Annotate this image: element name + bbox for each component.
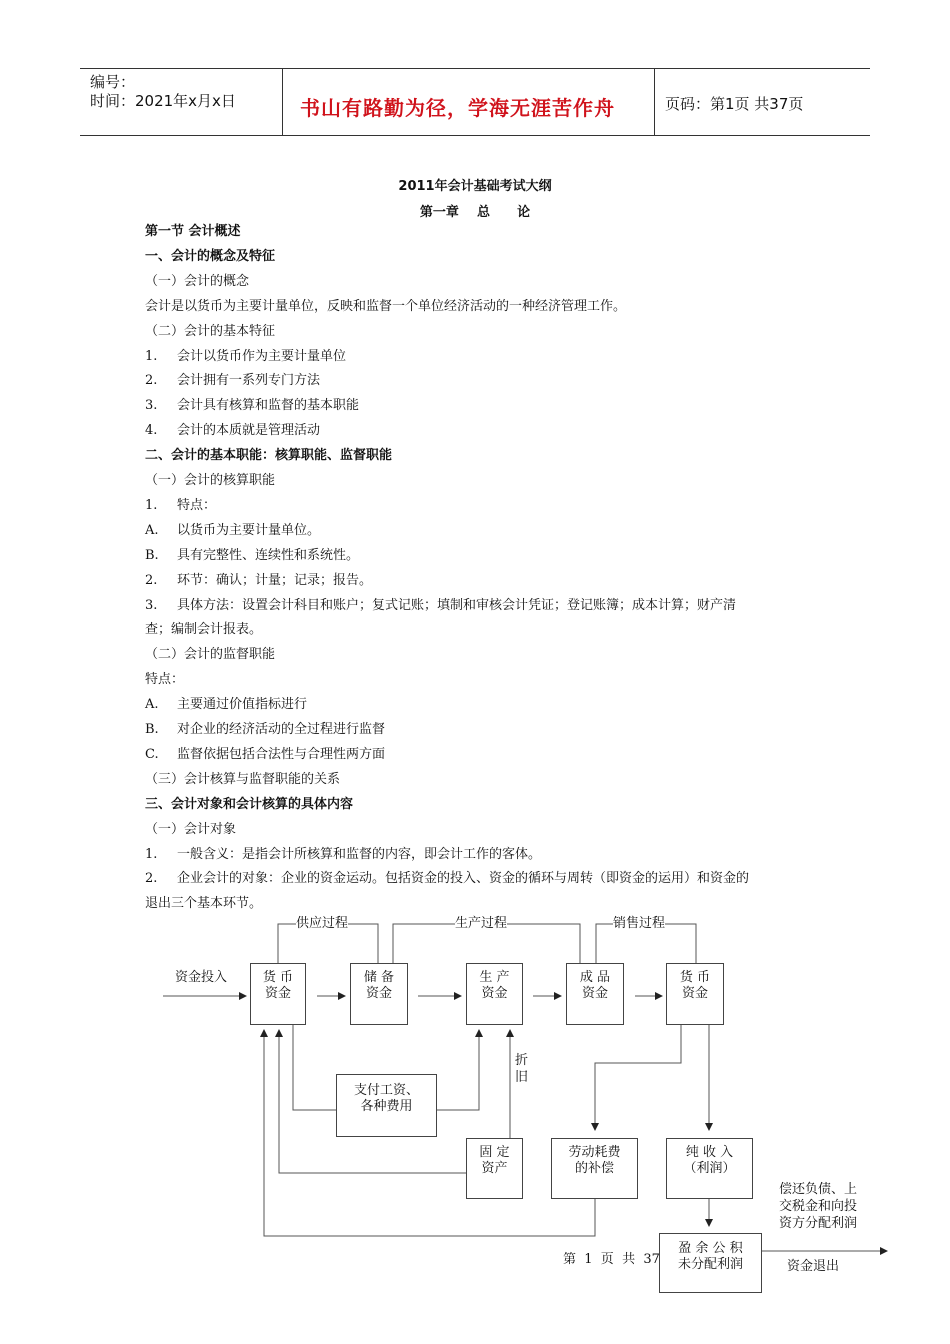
reserve-capital-box: 储 备 资金 <box>350 963 408 1025</box>
line-text: 一、会计的概念及特征 <box>145 248 276 264</box>
line-text: （一）会计的概念 <box>145 273 250 289</box>
line-text: 企业会计的对象：企业的资金运动。包括资金的投入、资金的循环与周转（即资金的运用）和资金的 <box>177 871 750 887</box>
repay-label-3: 资方分配利润 <box>779 1216 858 1231</box>
line-text: 会计的本质就是管理活动 <box>177 423 321 439</box>
list-marker: 3. <box>145 597 158 613</box>
line-text: （三）会计核算与监督职能的关系 <box>145 771 341 787</box>
production-capital-box: 生 产 资金 <box>466 963 523 1025</box>
labor-compensation-box: 劳动耗费 的补偿 <box>551 1138 638 1199</box>
line-text: 会计是以货币为主要计量单位，反映和监督一个单位经济活动的一种经济管理工作。 <box>145 298 627 314</box>
line-text: （二）会计的基本特征 <box>145 323 276 339</box>
line-text: 查；编制会计报表。 <box>145 622 263 638</box>
list-marker: A. <box>145 697 159 713</box>
line-text: 对企业的经济活动的全过程进行监督 <box>177 722 386 737</box>
list-marker: 3. <box>145 398 158 414</box>
line-text: 具有完整性、连续性和系统性。 <box>177 547 360 563</box>
money-capital-box: 货 币 资金 <box>250 963 306 1025</box>
repay-label-2: 交税金和向投 <box>779 1199 858 1214</box>
line-text: 以货币为主要计量单位。 <box>177 522 321 538</box>
sales-process-label: 销售过程 <box>613 916 666 931</box>
finished-goods-capital-box: 成 品 资金 <box>566 963 624 1025</box>
depreciation-label-2: 旧 <box>515 1070 529 1085</box>
list-marker: 1. <box>145 348 158 364</box>
document-number-label: 编号： <box>90 73 136 91</box>
line-text: 三、会计对象和会计核算的具体内容 <box>145 796 354 812</box>
header-motto: 书山有路勤为径，学海无涯苦作舟 <box>300 96 615 120</box>
wages-in-line <box>293 1025 336 1110</box>
page-info: 页码：第1页 共37页 <box>665 95 804 113</box>
list-marker: 2. <box>145 572 158 588</box>
money-capital-box-2: 货 币 资金 <box>666 963 724 1025</box>
line-text: 监督依据包括合法性与合理性两方面 <box>177 746 386 762</box>
fixed-assets-box: 固 定 资产 <box>466 1138 523 1199</box>
list-marker: B. <box>145 547 159 563</box>
list-marker: A. <box>145 522 159 538</box>
list-marker: 2. <box>145 373 158 389</box>
line-text: 环节：确认；计量；记录；报告。 <box>177 572 373 588</box>
line-text: 二、会计的基本职能：核算职能、监督职能 <box>145 448 393 464</box>
list-marker: 4. <box>145 423 158 439</box>
document-time-label: 时间：2021年x月x日 <box>90 92 236 110</box>
line-text: （一）会计的核算职能 <box>145 473 276 488</box>
line-text: 退出三个基本环节。 <box>145 896 263 912</box>
labor-arrow <box>595 1025 681 1130</box>
wages-out-arrow <box>437 1030 479 1110</box>
line-text: 具体方法：设置会计科目和账户；复式记账；填制和审核会计凭证；登记账簿；成本计算；财产清 <box>177 597 737 613</box>
surplus-reserve-box: 盈 余 公 积 未分配利润 <box>659 1233 762 1293</box>
list-marker: 1. <box>145 497 158 513</box>
repay-label-1: 偿还负债、上 <box>779 1182 858 1197</box>
list-marker: 1. <box>145 846 158 862</box>
document-title: 2011年会计基础考试大纲 <box>398 179 552 194</box>
line-text: 主要通过价值指标进行 <box>177 697 308 713</box>
line-text: （二）会计的监督职能 <box>145 647 276 663</box>
capital-in-label: 资金投入 <box>175 970 228 985</box>
list-marker: B. <box>145 722 159 737</box>
line-text: 特点： <box>177 497 217 513</box>
net-income-box: 纯 收 入 （利润） <box>666 1138 753 1199</box>
supply-process-label: 供应过程 <box>296 916 349 931</box>
line-text: 一般含义：是指会计所核算和监督的内容，即会计工作的客体。 <box>177 846 542 862</box>
production-process-label: 生产过程 <box>455 916 508 931</box>
line-text: 特点： <box>145 672 185 688</box>
depreciation-label-1: 折 <box>515 1053 529 1068</box>
line-text: 会计拥有一系列专门方法 <box>177 373 321 389</box>
list-marker: C. <box>145 746 159 762</box>
capital-out-label: 资金退出 <box>787 1259 840 1274</box>
line-text: 第一节 会计概述 <box>145 224 241 239</box>
line-text: （一）会计对象 <box>145 821 237 837</box>
line-text: 会计具有核算和监督的基本职能 <box>177 398 360 414</box>
wages-expenses-box: 支付工资、 各种费用 <box>336 1074 437 1137</box>
list-marker: 2. <box>145 871 158 887</box>
line-text: 会计以货币作为主要计量单位 <box>177 348 347 364</box>
chapter-title: 第一章 总 论 <box>419 205 531 220</box>
page-footer: 第 1 页 共 37 <box>563 1252 660 1267</box>
